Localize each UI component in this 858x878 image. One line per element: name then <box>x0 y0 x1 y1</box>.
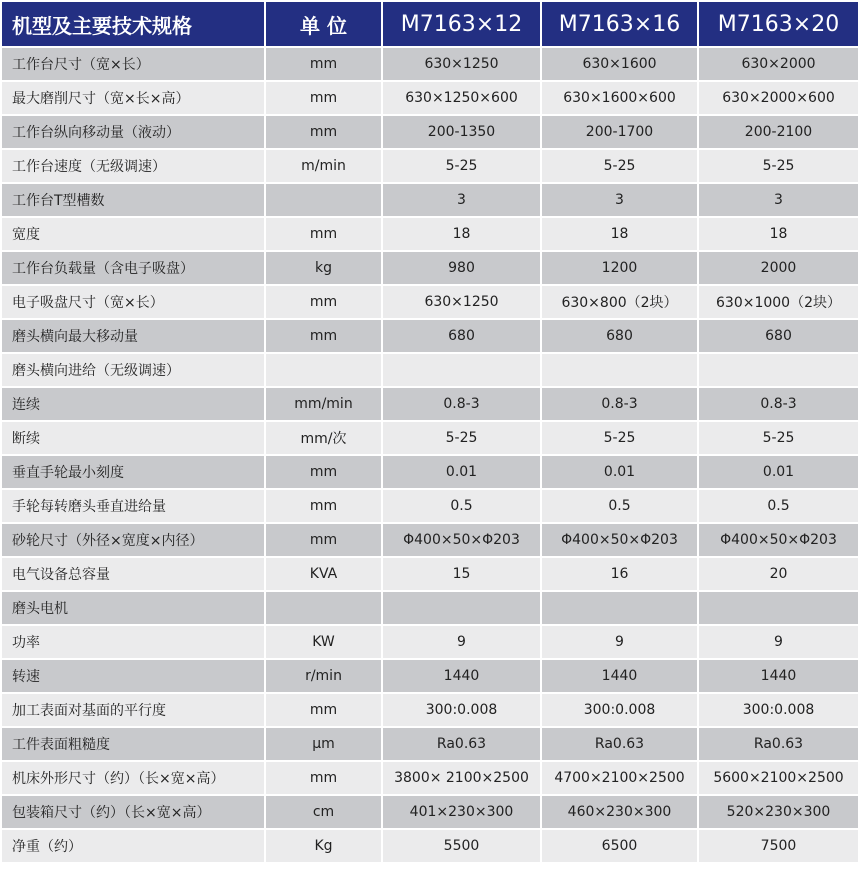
cell-m7163x20: 630×2000 <box>699 48 858 80</box>
cell-m7163x20 <box>699 592 858 624</box>
row-label: 加工表面对基面的平行度 <box>2 694 264 726</box>
table-row <box>2 694 858 726</box>
row-unit <box>266 184 381 216</box>
row-label: 电气设备总容量 <box>2 558 264 590</box>
cell-m7163x20: 300:0.008 <box>699 694 858 726</box>
row-label: 工作台纵向移动量（液动） <box>2 116 264 148</box>
cell-m7163x16: 5-25 <box>542 150 697 182</box>
spec-body <box>2 48 858 862</box>
cell-m7163x20: 2000 <box>699 252 858 284</box>
header-model-16: M7163×16 <box>542 2 697 46</box>
row-unit: KVA <box>266 558 381 590</box>
cell-m7163x12: 0.8-3 <box>383 388 540 420</box>
row-unit: kg <box>266 252 381 284</box>
row-label: 机床外形尺寸（约）（长×宽×高） <box>2 762 264 794</box>
row-label: 手轮每转磨头垂直进给量 <box>2 490 264 522</box>
cell-m7163x16: 1440 <box>542 660 697 692</box>
row-unit: mm/min <box>266 388 381 420</box>
cell-m7163x16 <box>542 354 697 386</box>
cell-m7163x16: 9 <box>542 626 697 658</box>
row-label: 砂轮尺寸（外径×宽度×内径） <box>2 524 264 556</box>
row-unit: mm <box>266 286 381 318</box>
cell-m7163x20: 0.5 <box>699 490 858 522</box>
row-unit: cm <box>266 796 381 828</box>
cell-m7163x12: 18 <box>383 218 540 250</box>
row-unit: r/min <box>266 660 381 692</box>
row-label: 电子吸盘尺寸（宽×长） <box>2 286 264 318</box>
cell-m7163x20: 5-25 <box>699 422 858 454</box>
cell-m7163x16: 6500 <box>542 830 697 862</box>
table-row <box>2 218 858 250</box>
cell-m7163x12: 200-1350 <box>383 116 540 148</box>
table-row <box>2 320 858 352</box>
cell-m7163x20: 520×230×300 <box>699 796 858 828</box>
cell-m7163x12: 0.5 <box>383 490 540 522</box>
table-row <box>2 150 858 182</box>
cell-m7163x20: 0.01 <box>699 456 858 488</box>
cell-m7163x16: 4700×2100×2500 <box>542 762 697 794</box>
cell-m7163x20: 9 <box>699 626 858 658</box>
row-unit: mm <box>266 456 381 488</box>
cell-m7163x12: 5500 <box>383 830 540 862</box>
cell-m7163x16: 630×1600 <box>542 48 697 80</box>
cell-m7163x16: 630×1600×600 <box>542 82 697 114</box>
table-row <box>2 252 858 284</box>
table-row <box>2 184 858 216</box>
cell-m7163x16: 16 <box>542 558 697 590</box>
row-unit: mm <box>266 116 381 148</box>
table-row <box>2 592 858 624</box>
row-unit: mm <box>266 694 381 726</box>
cell-m7163x16: 1200 <box>542 252 697 284</box>
cell-m7163x20: 200-2100 <box>699 116 858 148</box>
cell-m7163x16: 5-25 <box>542 422 697 454</box>
cell-m7163x16: Φ400×50×Φ203 <box>542 524 697 556</box>
row-label: 连续 <box>2 388 264 420</box>
cell-m7163x12: 980 <box>383 252 540 284</box>
cell-m7163x12: 680 <box>383 320 540 352</box>
row-label: 断续 <box>2 422 264 454</box>
cell-m7163x20: Φ400×50×Φ203 <box>699 524 858 556</box>
table-row <box>2 796 858 828</box>
row-unit: mm/次 <box>266 422 381 454</box>
table-row <box>2 490 858 522</box>
cell-m7163x12: Ra0.63 <box>383 728 540 760</box>
row-unit: KW <box>266 626 381 658</box>
cell-m7163x20: 680 <box>699 320 858 352</box>
cell-m7163x16: 680 <box>542 320 697 352</box>
cell-m7163x16: 200-1700 <box>542 116 697 148</box>
cell-m7163x16: 0.8-3 <box>542 388 697 420</box>
row-unit: μm <box>266 728 381 760</box>
row-label: 工作台速度（无级调速） <box>2 150 264 182</box>
row-label: 包装箱尺寸（约）（长×宽×高） <box>2 796 264 828</box>
cell-m7163x12: 3 <box>383 184 540 216</box>
cell-m7163x16: 3 <box>542 184 697 216</box>
cell-m7163x16: 460×230×300 <box>542 796 697 828</box>
row-label: 工作台尺寸（宽×长） <box>2 48 264 80</box>
row-unit: mm <box>266 82 381 114</box>
cell-m7163x12: 630×1250 <box>383 48 540 80</box>
header-model-12: M7163×12 <box>383 2 540 46</box>
row-unit <box>266 592 381 624</box>
row-label: 磨头横向进给（无级调速） <box>2 354 264 386</box>
table-row <box>2 82 858 114</box>
row-label: 磨头横向最大移动量 <box>2 320 264 352</box>
table-row <box>2 116 858 148</box>
cell-m7163x12: 300:0.008 <box>383 694 540 726</box>
cell-m7163x20: 3 <box>699 184 858 216</box>
row-label: 工作台T型槽数 <box>2 184 264 216</box>
cell-m7163x20: 5600×2100×2500 <box>699 762 858 794</box>
table-row <box>2 286 858 318</box>
cell-m7163x20: 630×2000×600 <box>699 82 858 114</box>
table-row <box>2 762 858 794</box>
cell-m7163x16: Ra0.63 <box>542 728 697 760</box>
cell-m7163x20: 0.8-3 <box>699 388 858 420</box>
cell-m7163x16: 630×800（2块） <box>542 286 697 318</box>
table-row <box>2 456 858 488</box>
cell-m7163x12 <box>383 592 540 624</box>
table-row <box>2 558 858 590</box>
cell-m7163x16: 18 <box>542 218 697 250</box>
cell-m7163x12: 630×1250×600 <box>383 82 540 114</box>
row-label: 宽度 <box>2 218 264 250</box>
cell-m7163x12: 15 <box>383 558 540 590</box>
table-row <box>2 626 858 658</box>
row-label: 净重（约） <box>2 830 264 862</box>
table-row <box>2 354 858 386</box>
row-label: 垂直手轮最小刻度 <box>2 456 264 488</box>
header-row <box>2 2 858 46</box>
cell-m7163x12: 1440 <box>383 660 540 692</box>
table-row <box>2 728 858 760</box>
cell-m7163x16: 0.5 <box>542 490 697 522</box>
row-unit: mm <box>266 320 381 352</box>
table-row <box>2 524 858 556</box>
cell-m7163x12: 630×1250 <box>383 286 540 318</box>
row-unit: mm <box>266 48 381 80</box>
row-unit: mm <box>266 762 381 794</box>
row-unit: mm <box>266 218 381 250</box>
cell-m7163x20: Ra0.63 <box>699 728 858 760</box>
cell-m7163x20: 630×1000（2块） <box>699 286 858 318</box>
row-label: 功率 <box>2 626 264 658</box>
row-label: 工作台负载量（含电子吸盘） <box>2 252 264 284</box>
cell-m7163x12: 0.01 <box>383 456 540 488</box>
cell-m7163x12: 9 <box>383 626 540 658</box>
cell-m7163x20: 20 <box>699 558 858 590</box>
cell-m7163x16 <box>542 592 697 624</box>
row-label: 磨头电机 <box>2 592 264 624</box>
cell-m7163x20: 1440 <box>699 660 858 692</box>
row-label: 转速 <box>2 660 264 692</box>
table-row <box>2 830 858 862</box>
cell-m7163x20: 18 <box>699 218 858 250</box>
header-spec: 机型及主要技术规格 <box>2 2 264 46</box>
row-unit: m/min <box>266 150 381 182</box>
cell-m7163x12: 401×230×300 <box>383 796 540 828</box>
header-model-20: M7163×20 <box>699 2 858 46</box>
cell-m7163x12 <box>383 354 540 386</box>
cell-m7163x12: Φ400×50×Φ203 <box>383 524 540 556</box>
table-row <box>2 422 858 454</box>
row-unit <box>266 354 381 386</box>
cell-m7163x12: 5-25 <box>383 422 540 454</box>
row-label: 工件表面粗糙度 <box>2 728 264 760</box>
cell-m7163x16: 0.01 <box>542 456 697 488</box>
cell-m7163x20: 7500 <box>699 830 858 862</box>
table-row <box>2 48 858 80</box>
header-unit: 单 位 <box>266 2 381 46</box>
row-label: 最大磨削尺寸（宽×长×高） <box>2 82 264 114</box>
cell-m7163x20: 5-25 <box>699 150 858 182</box>
cell-m7163x20 <box>699 354 858 386</box>
cell-m7163x12: 5-25 <box>383 150 540 182</box>
cell-m7163x16: 300:0.008 <box>542 694 697 726</box>
cell-m7163x12: 3800× 2100×2500 <box>383 762 540 794</box>
row-unit: mm <box>266 490 381 522</box>
row-unit: mm <box>266 524 381 556</box>
row-unit: Kg <box>266 830 381 862</box>
table-row <box>2 660 858 692</box>
table-row <box>2 388 858 420</box>
